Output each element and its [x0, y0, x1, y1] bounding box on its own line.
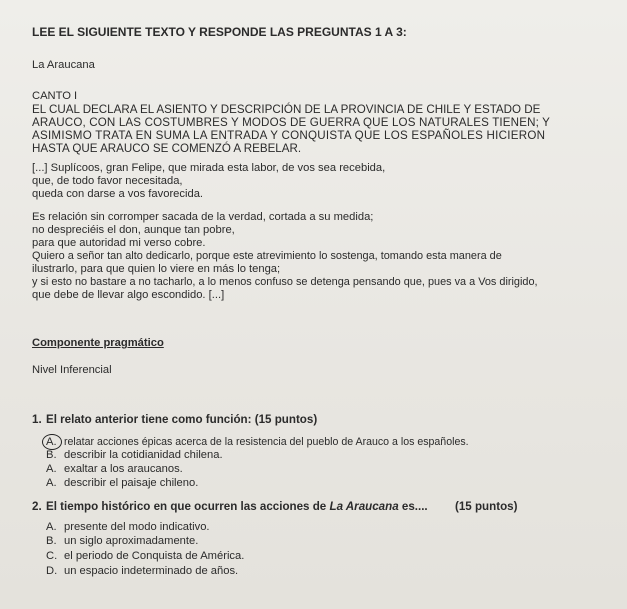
q2-points: (15 puntos) — [455, 500, 518, 513]
q1-option-d-letter[interactable]: A. — [46, 477, 57, 489]
stanza2-line-5: ilustrarlo, para que quien lo viere en más lo tenga; — [32, 263, 281, 275]
q1-option-a-letter[interactable]: A. — [46, 436, 57, 448]
stanza2-line-3: para que autoridad mi verso cobre. — [32, 237, 206, 249]
q2-option-a-letter[interactable]: A. — [46, 521, 57, 533]
q2-option-d-text[interactable]: un espacio indeterminado de años. — [64, 565, 239, 577]
q2-option-a-text[interactable]: presente del modo indicativo. — [64, 521, 210, 533]
stanza1-line-2: que, de todo favor necesitada, — [32, 175, 183, 187]
q2-text: El tiempo histórico en que ocurren las acciones de La Araucana es.... — [46, 500, 428, 513]
q2-option-b-text[interactable]: un siglo aproximadamente. — [64, 535, 199, 547]
poem-title: La Araucana — [32, 59, 95, 71]
instructions: LEE EL SIGUIENTE TEXTO Y RESPONDE LAS PREGUNTAS 1 A 3: — [32, 25, 407, 39]
stanza2-line-1: Es relación sin corromper sacada de la verdad, cortada a su medida; — [32, 211, 374, 223]
stanza2-line-7: que debe de llevar algo escondido. [...] — [32, 289, 225, 301]
q1-option-c-letter[interactable]: A. — [46, 463, 57, 475]
q2-option-b-letter[interactable]: B. — [46, 535, 57, 547]
summary-line-2: ARAUCO, CON LAS COSTUMBRES Y MODOS DE GUERRA QUE LOS NATURALES TIENEN; Y — [32, 116, 551, 129]
q2-number: 2. — [32, 500, 42, 513]
q1-option-c-text[interactable]: exaltar a los araucanos. — [64, 463, 183, 475]
q1-number: 1. — [32, 413, 42, 426]
q1-option-b-letter[interactable]: B. — [46, 449, 57, 461]
stanza2-line-4: Quiero a señor tan alto dedicarlo, porque este atrevimiento lo sostenga, tomando esta manera de — [32, 250, 502, 262]
summary-line-3: ASIMISMO TRATA EN SUMA LA ENTRADA Y CONQUISTA QUE LOS ESPAÑOLES HICIERON — [32, 129, 546, 142]
q2-option-d-letter[interactable]: D. — [46, 565, 58, 577]
q2-option-c-letter[interactable]: C. — [46, 550, 58, 562]
component-heading: Componente pragmático — [32, 337, 164, 349]
stanza1-line-3: queda con darse a vos favorecida. — [32, 188, 204, 200]
level-heading: Nivel Inferencial — [32, 364, 112, 376]
summary-line-4: HASTA QUE ARAUCO SE COMENZÓ A REBELAR. — [32, 142, 302, 155]
q2-option-c-text[interactable]: el periodo de Conquista de América. — [64, 550, 245, 562]
q1-option-d-text[interactable]: describir el paisaje chileno. — [64, 477, 199, 489]
q1-text: El relato anterior tiene como función: (15 puntos) — [46, 413, 318, 426]
q1-option-a-text[interactable]: relatar acciones épicas acerca de la resistencia del pueblo de Arauco a los españoles. — [64, 436, 469, 448]
q1-option-b-text[interactable]: describir la cotidianidad chilena. — [64, 449, 223, 461]
canto-heading: CANTO I — [32, 90, 78, 102]
stanza1-line-1: [...] Suplícoos, gran Felipe, que mirada esta labor, de vos sea recebida, — [32, 162, 386, 174]
stanza2-line-6: y si esto no bastare a no tacharlo, a lo menos confuso se detenga pensando que, pues va a Vos dirigido, — [32, 276, 538, 288]
summary-line-1: EL CUAL DECLARA EL ASIENTO Y DESCRIPCIÓN DE LA PROVINCIA DE CHILE Y ESTADO DE — [32, 103, 541, 116]
stanza2-line-2: no despreciéis el don, aunque tan pobre, — [32, 224, 235, 236]
